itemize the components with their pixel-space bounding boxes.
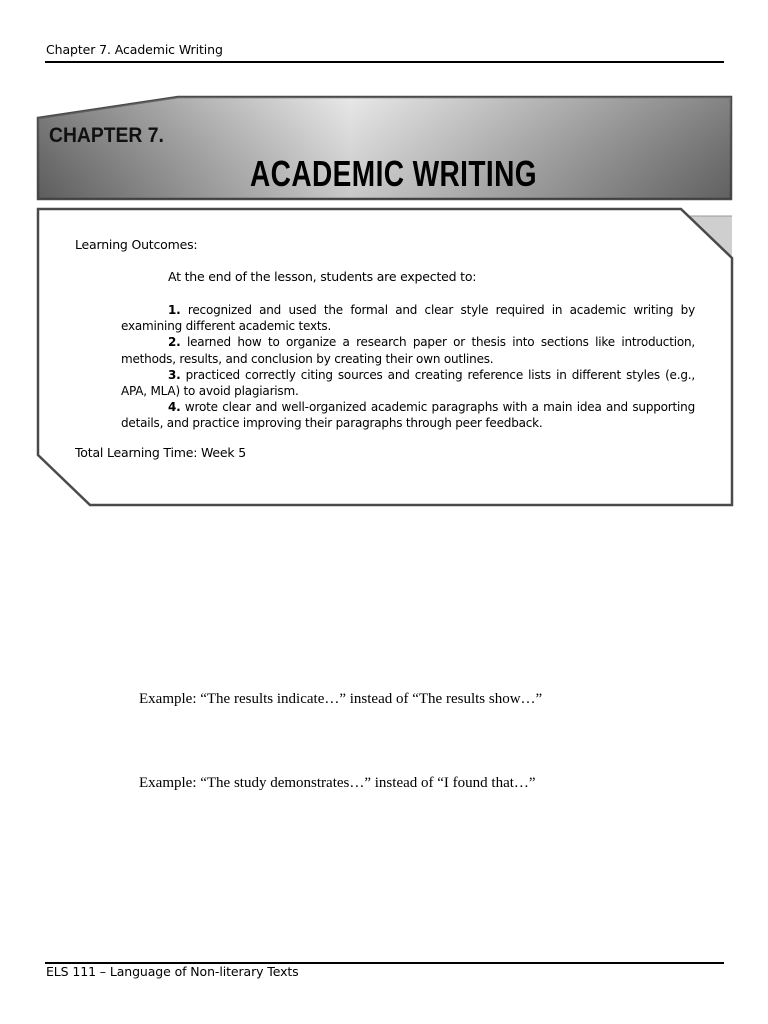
running-header: Chapter 7. Academic Writing xyxy=(46,42,223,57)
item-number: 3. xyxy=(168,367,181,382)
item-text: wrote clear and well-organized academic paragraphs with a main idea and supporting details, and practice improving their paragraphs through peer feedback. xyxy=(121,400,695,431)
item-text: learned how to organize a research paper or thesis into sections like introduction, methods, results, and conclusion by creating their own outlines. xyxy=(121,335,695,366)
list-item xyxy=(121,367,695,399)
learning-outcomes-list xyxy=(121,302,695,432)
list-item xyxy=(121,399,695,431)
example-1: Example: “The results indicate…” instead of “The results show…” xyxy=(139,691,543,707)
total-learning-time: Total Learning Time: Week 5 xyxy=(75,445,246,460)
item-number: 1. xyxy=(168,303,181,317)
chapter-title: ACADEMIC WRITING xyxy=(250,153,538,194)
running-footer: ELS 111 – Language of Non-literary Texts xyxy=(46,964,299,979)
learning-outcomes-intro: At the end of the lesson, students are expected to: xyxy=(168,269,477,284)
list-item xyxy=(121,334,695,366)
item-number: 2. xyxy=(168,335,181,350)
item-text: recognized and used the formal and clear style required in academic writing by examining different academic texts. xyxy=(121,303,695,334)
example-2: Example: “The study demonstrates…” instead of “I found that…” xyxy=(139,775,536,791)
chapter-label: CHAPTER 7. xyxy=(49,124,164,147)
list-item xyxy=(121,302,695,334)
item-text: practiced correctly citing sources and creating reference lists in different styles (e.g., APA, MLA) to avoid plagiarism. xyxy=(121,367,695,399)
learning-outcomes-heading: Learning Outcomes: xyxy=(75,237,198,252)
item-number: 4. xyxy=(168,400,181,415)
